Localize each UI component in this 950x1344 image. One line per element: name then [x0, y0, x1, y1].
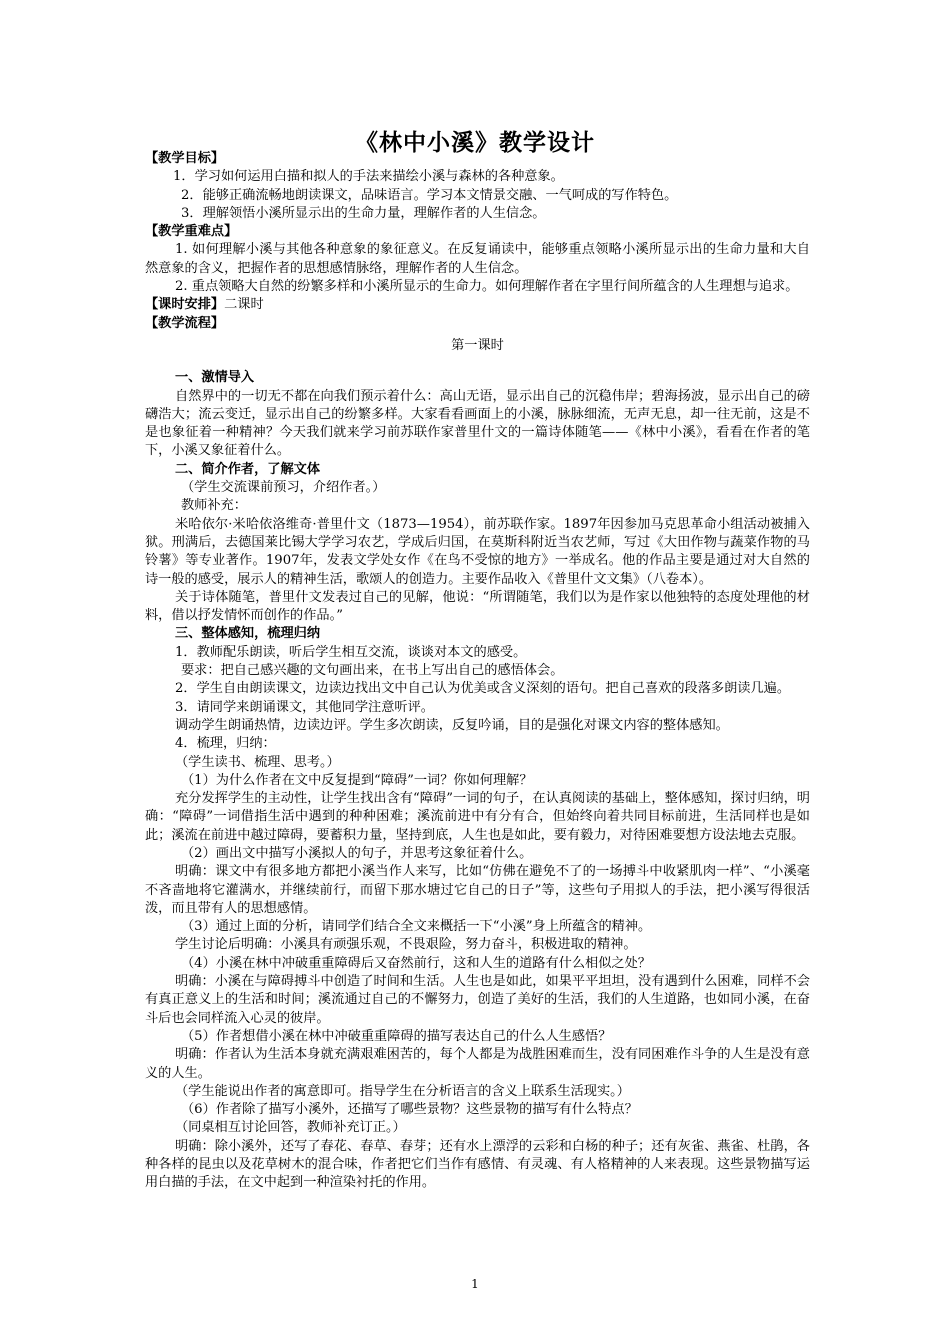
paragraph: 学生讨论后明确：小溪具有顽强乐观，不畏艰险，努力奋斗，积极进取的精神。 — [175, 937, 637, 953]
paragraph: 充分发挥学生的主动性，让学生找出含有“障碍”一词的句子，在认真阅读的基础上，整体感知，探讨归纳，明确：“障碍”一词借指生活中遇到的种种困难；溪流前进中有分有合，但始终向着共同目标前进，生活同样也是如此；溪流在前进中越过障碍，要蓄积力量，坚持到底，人生也是如此，要有毅力，对待困难要想方设法地去克服。 — [145, 791, 810, 843]
paragraph: 关于诗体随笔，普里什文发表过自己的见解，他说：“所谓随笔，我们以为是作家以他独特的态度处理他的材料，借以抒发情怀而创作的作品。” — [145, 589, 810, 624]
page-number: 1 — [471, 1277, 479, 1291]
paragraph: （学生交流课前预习，介绍作者。） — [181, 480, 386, 496]
goal-item: 3．理解领悟小溪所显示出的生命力量，理解作者的人生信念。 — [181, 205, 546, 221]
paragraph: （4）小溪在林中冲破重重障碍后又奋然前行，这和人生的道路有什么相似之处？ — [181, 955, 651, 971]
paragraph: 米哈依尔·米哈依洛维奇·普里什文（1873—1954），前苏联作家。1897年因参加马克思革命小组活动被捕入狱。刑满后，去德国莱比锡大学学习农艺，学成后归国，在莫斯科附近当农艺师，写过《大田作物与蔬菜作物的马铃薯》等专业著作。1907年，发表文学处女作《在鸟不受惊的地方》一举成名。他的作品主要是通过对大自然的诗一般的感受，展示人的精神生活，歌颂人的创造力。主要作品收入《普里什文文集》（八卷本）。 — [145, 516, 810, 587]
paragraph: 教师补充： — [181, 498, 247, 514]
paragraph: （1）为什么作者在文中反复提到“障碍”一词？你如何理解？ — [181, 772, 533, 788]
spacer — [145, 355, 810, 369]
schedule-heading: 【课时安排】 — [145, 297, 225, 313]
paragraph: （同桌相互讨论回答，教师补充订正。） — [175, 1120, 406, 1136]
paragraph: （6）作者除了描写小溪外，还描写了哪些景物？这些景物的描写有什么特点？ — [181, 1102, 638, 1118]
schedule-line — [145, 296, 810, 314]
goals-heading: 【教学目标】 — [145, 151, 225, 166]
paragraph: 明确：课文中有很多地方都把小溪当作人来写，比如“仿佛在避免不了的一场搏斗中收紧肌肉一样”、“小溪毫不吝啬地将它灌满水，并继续前行，而留下那水塘过它自己的日子”等，这些句子用拟人的手法，把小溪写得很活泼，而且带有人的思想感情。 — [145, 864, 810, 916]
goal-item: 2．能够正确流畅地朗读课文，品味语言。学习本文情景交融、一气呵成的写作特色。 — [181, 187, 678, 203]
paragraph: （学生能说出作者的寓意即可。指导学生在分析语言的含义上联系生活现实。） — [175, 1083, 630, 1099]
paragraph: （学生读书、梳理、思考。） — [175, 754, 340, 770]
key-heading: 【教学重难点】 — [145, 224, 238, 240]
paragraph: （3）通过上面的分析，请同学们结合全文来概括一下“小溪”身上所蕴含的精神。 — [181, 919, 652, 935]
paragraph: （2）画出文中描写小溪拟人的句子，并思考这象征着什么。 — [181, 845, 533, 861]
paragraph: （5）作者想借小溪在林中冲破重重障碍的描写表达自己的什么人生感悟？ — [181, 1028, 612, 1044]
paragraph: 2．学生自由朗读课文，边读边找出文中自己认为优美或含义深刻的语句。把自己喜欢的段落多朗读几遍。 — [175, 681, 791, 697]
part2-heading: 二、简介作者，了解文体 — [175, 461, 321, 477]
part3-heading: 三、整体感知，梳理归纳 — [175, 626, 321, 642]
flow-heading: 【教学流程】 — [145, 315, 225, 331]
paragraph: 3．请同学来朗诵课文，其他同学注意听评。 — [175, 699, 434, 715]
document-body — [145, 150, 810, 1193]
lesson-title: 第一课时 — [451, 337, 504, 353]
part1-heading: 一、激情导入 — [175, 370, 255, 386]
paragraph: 明确：作者认为生活本身就充满艰难困苦的，每个人都是为战胜困难而生，没有同困难作斗争的人生是没有意义的人生。 — [145, 1047, 810, 1081]
paragraph: 自然界中的一切无不都在向我们预示着什么：高山无语，显示出自己的沉稳伟岸；碧海扬波，显示出自己的磅礴浩大；流云变迁，显示出自己的纷繁多样。大家看看画面上的小溪，脉脉细流，无声无息，却一往无前，这是不是也象征着一种精神？今天我们就来学习前苏联作家普里什文的一篇诗体随笔——《林中小溪》，看看在作者的笔下，小溪又象征着什么。 — [145, 388, 810, 459]
document-title: 《林中小溪》教学设计 — [355, 130, 595, 156]
goal-item: 1．学习如何运用白描和拟人的手法来描绘小溪与森林的各种意象。 — [173, 169, 564, 185]
key-item: 2. 重点领略大自然的纷繁多样和小溪所显示的生命力。如何理解作者在字里行间所蕴含的人生理想与追求。 — [175, 279, 799, 295]
paragraph: 1．教师配乐朗读，听后学生相互交流，谈谈对本文的感受。 — [175, 644, 527, 660]
paragraph: 明确：除小溪外，还写了春花、春草、春芽；还有水上漂浮的云彩和白杨的种子；还有灰雀、燕雀、杜鹃，各种各样的昆虫以及花草树木的混合味，作者把它们当作有感情、有灵魂、有人格精神的人来表现。这些景物描写运用白描的手法，在文中起到一种渲染衬托的作用。 — [145, 1138, 810, 1191]
key-item: 1. 如何理解小溪与其他各种意象的象征意义。在反复诵读中，能够重点领略小溪所显示出的生命力量和大自然意象的含义，把握作者的思想感情脉络，理解作者的人生信念。 — [145, 242, 810, 276]
paragraph: 4．梳理，归纳： — [175, 736, 276, 752]
paragraph: 要求：把自己感兴趣的文句画出来，在书上写出自己的感悟体会。 — [181, 663, 564, 679]
schedule-value: 二课时 — [224, 297, 264, 313]
paragraph: 调动学生朗诵热情，边读边评。学生多次朗读，反复吟诵，目的是强化对课文内容的整体感知。 — [175, 717, 729, 733]
paragraph: 明确：小溪在与障碍搏斗中创造了时间和生活。人生也是如此，如果平平坦坦，没有遇到什么困难，同样不会有真正意义上的生活和时间；溪流通过自己的不懈努力，创造了美好的生活，我们的人生道路，也如同小溪，在奋斗后也会同样流入心灵的彼岸。 — [145, 974, 810, 1026]
